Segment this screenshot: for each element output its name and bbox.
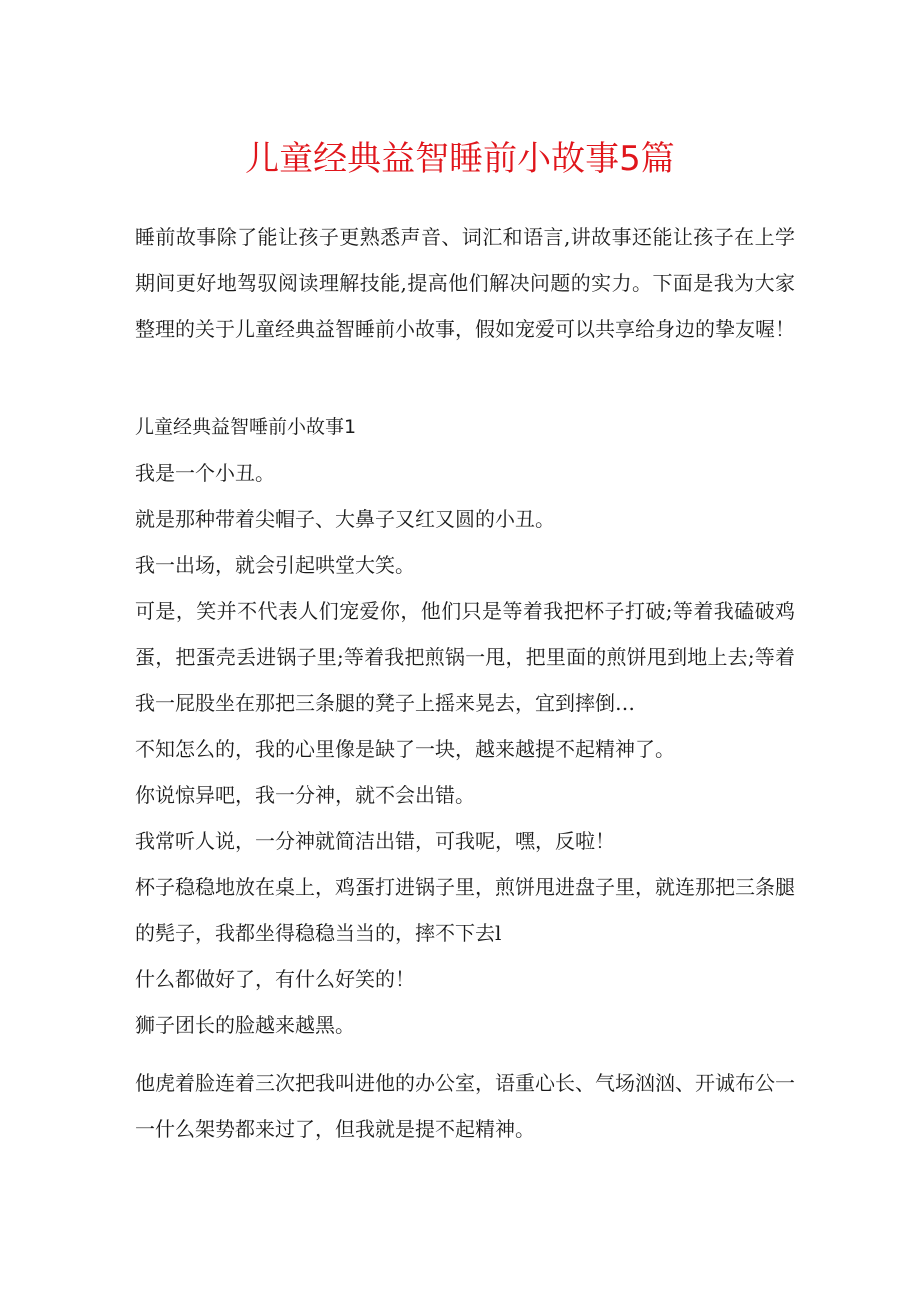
story-paragraph: 可是，笑并不代表人们宠爱你，他们只是等着我把杯子打破;等着我磕破鸡蛋，把蛋壳丢进锅子里;等着我把煎锅一甩，把里面的煎饼甩到地上去;等着我一屁股坐在那把三条腿的凳子上摇来晃去，宜到摔倒… xyxy=(135,599,795,715)
intro-paragraph: 睡前故事除了能让孩子更熟悉声音、词汇和语言,讲故事还能让孩子在上学期间更好地驾驭阅读理解技能,提高他们解决问题的实力。下面是我为大家整理的关于儿童经典益智睡前小故事，假如宠爱可以共享给身边的挚友喔！ xyxy=(135,225,795,341)
story-paragraph: 我一出场，就会引起哄堂大笑。 xyxy=(135,553,415,577)
story-paragraph: 就是那种带着尖帽子、大鼻子又红又圆的小丑。 xyxy=(135,507,555,531)
story-section xyxy=(135,404,795,1152)
story-paragraph: 你说惊异吧，我一分神，就不会出错。 xyxy=(135,783,475,807)
story-paragraph: 狮子团长的脸越来越黑。 xyxy=(135,1013,355,1037)
document-title: 儿童经典益智睡前小故事5篇 xyxy=(245,139,675,179)
story-paragraph: 什么都做好了，有什么好笑的！ xyxy=(135,967,415,991)
story-paragraph: 不知怎么的，我的心里像是缺了一块，越来越提不起精神了。 xyxy=(135,737,675,761)
story-paragraph: 我是一个小丑。 xyxy=(135,461,275,485)
story-paragraph: 他虎着脸连着三次把我叫进他的办公室，语重心长、气场汹汹、开诚布公一一什么架势都来过了，但我就是提不起精神。 xyxy=(135,1071,795,1141)
story-paragraph: 杯子稳稳地放在桌上，鸡蛋打进锅子里，煎饼甩进盘子里，就连那把三条腿的髡子，我都坐得稳稳当当的，摔不下去l xyxy=(135,875,795,945)
story-heading: 儿童经典益智唾前小故事1 xyxy=(135,416,357,438)
story-paragraph: 我常听人说，一分神就简洁出错，可我呢，嘿，反啦！ xyxy=(135,829,615,853)
